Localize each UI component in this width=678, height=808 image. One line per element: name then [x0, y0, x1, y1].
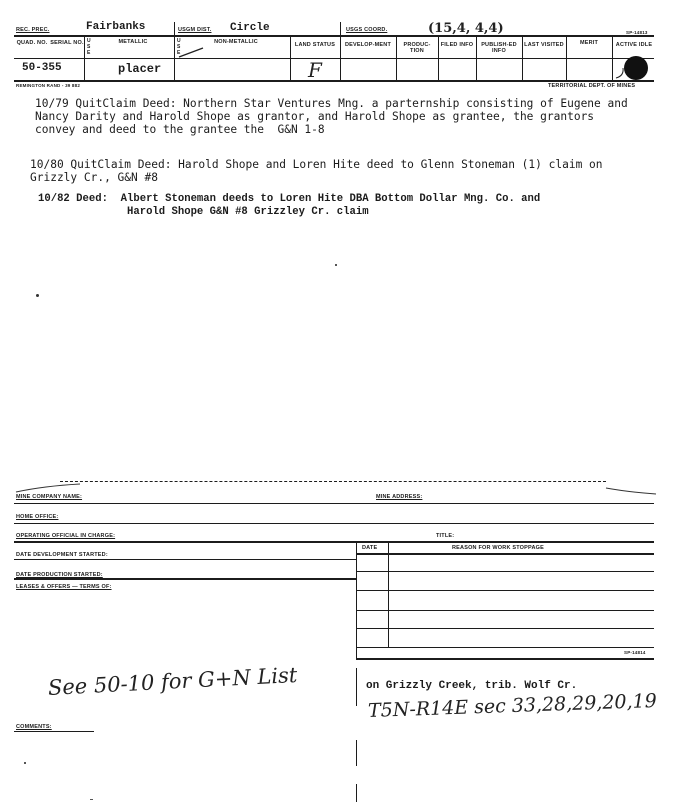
merit-label: MERIT [579, 40, 599, 46]
home-office-label: HOME OFFICE: [16, 514, 59, 520]
circle-annotation-icon [614, 62, 626, 80]
entry-1979-quitclaim: 10/79 QuitClaim Deed: Northern Star Ventures Mng. a parternship consisting of Eugene and Nancy Darity and Harold Shope as grantor, and Harold Shope as grantee, the grantors convey and deed to the grantee the G&N 1-8 [35, 97, 628, 136]
speck [335, 264, 337, 266]
handwritten-legal-description: T5N-R14E sec 33,28,29,20,19 [367, 689, 658, 722]
filed-info-label: FILED INFO [440, 42, 474, 48]
date-production-label: DATE PRODUCTION STARTED: [16, 572, 103, 578]
entry-1982-deed: 10/82 Deed: Albert Stoneman deeds to Loren Hite DBA Bottom Dollar Mng. Co. and Harold Shope G&N #8 Grizzley Cr. claim [38, 193, 541, 218]
mine-address-label: MINE ADDRESS: [376, 494, 423, 500]
serial-label: SERIAL NO. [50, 40, 84, 46]
form-number-top: SP-14813 [626, 30, 648, 35]
rec-prec-label: REC. PREC. [16, 27, 50, 33]
handwritten-see-list-note: See 50-10 for G+N List [47, 662, 298, 700]
reason-column-header: REASON FOR WORK STOPPAGE [452, 545, 544, 551]
printer-note: REMINGTON RAND - 39 882 [16, 83, 81, 88]
speck [36, 294, 39, 297]
usgs-coord-label: USGS COORD. [346, 27, 388, 33]
published-info-label: PUBLISH-ED INFO [481, 42, 517, 54]
active-idle-label: ACTIVE IDLE [615, 42, 653, 48]
title-label: TITLE: [436, 533, 455, 539]
metallic-value: placer [118, 62, 162, 76]
typed-location-note: on Grizzly Creek, trib. Wolf Cr. [366, 680, 578, 692]
last-visited-label: LAST VISITED [524, 42, 564, 48]
non-metallic-label: NON-METALLIC [214, 39, 258, 45]
metallic-u-mark: U S E [87, 38, 91, 56]
nonmetallic-u-mark: U S E [177, 38, 181, 56]
rec-prec-value: Fairbanks [86, 21, 146, 33]
punch-hole-mark [624, 56, 648, 80]
speck [90, 799, 93, 800]
land-status-value: F [308, 58, 322, 82]
quad-label: QUAD. NO. [16, 40, 48, 46]
department-label: TERRITORIAL DEPT. OF MINES [548, 83, 636, 89]
check-mark-icon [176, 46, 206, 60]
quad-value: 50-355 [22, 62, 62, 74]
usgm-dist-label: USGM DIST. [178, 27, 212, 33]
pen-stroke [604, 484, 658, 498]
pen-stroke [14, 480, 84, 494]
form-number-bottom: SP-14814 [624, 650, 646, 655]
leases-offers-label: LEASES & OFFERS — TERMS OF: [16, 584, 112, 590]
date-column-header: DATE [362, 545, 378, 551]
usgs-coord-value: (15,4, 4,4) [428, 21, 504, 36]
date-development-label: DATE DEVELOPMENT STARTED: [16, 552, 108, 558]
land-status-label: LAND STATUS [294, 42, 336, 48]
production-label: PRODUC-TION [403, 42, 431, 54]
usgm-dist-value: Circle [230, 22, 270, 34]
development-label: DEVELOP-MENT [344, 42, 392, 48]
speck [24, 762, 26, 764]
comments-label: COMMENTS: [16, 724, 52, 730]
metallic-label: METALLIC [118, 39, 148, 45]
entry-1980-quitclaim: 10/80 QuitClaim Deed: Harold Shope and Loren Hite deed to Glenn Stoneman (1) claim on Grizzly Cr., G&N #8 [30, 158, 603, 184]
mine-company-name-label: MINE COMPANY NAME: [16, 494, 83, 500]
operating-official-label: OPERATING OFFICIAL IN CHARGE: [16, 533, 116, 539]
